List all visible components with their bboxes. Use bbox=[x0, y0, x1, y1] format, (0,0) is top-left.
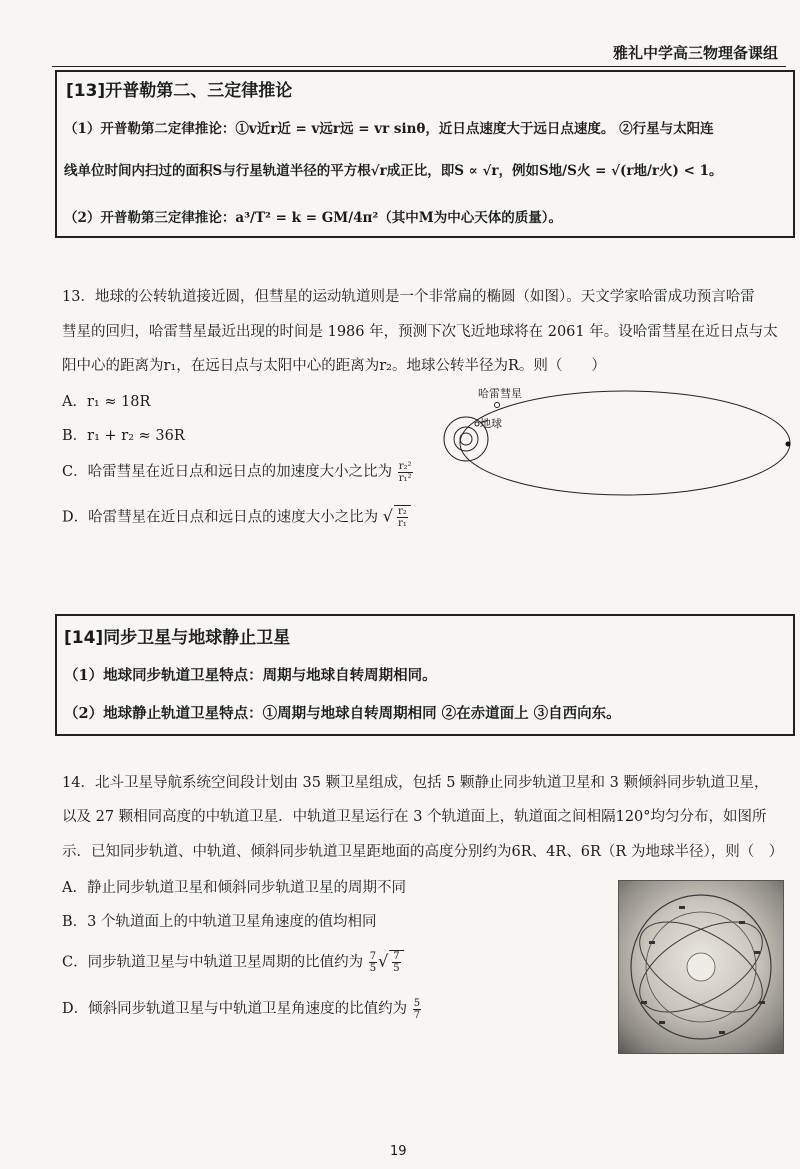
sqrt-icon: √ bbox=[378, 951, 389, 971]
q13-option-d bbox=[62, 505, 411, 529]
q13-option-b: B．r₁ + r₂ ≈ 36R bbox=[62, 428, 185, 444]
q13-stem-1: 13．地球的公转轨道接近圆，但彗星的运动轨道则是一个非常扁的椭圆（如图）。天文学家哈雷成功预言哈雷 bbox=[62, 289, 755, 305]
q14-option-d bbox=[62, 997, 422, 1021]
q14-option-c-numerator: 7 bbox=[369, 951, 377, 962]
q13-option-c-denominator: r₁² bbox=[398, 472, 412, 484]
comet-label: 哈雷彗星 bbox=[478, 387, 522, 400]
sun bbox=[460, 433, 472, 445]
q14-option-c-root-numerator: 7 bbox=[393, 951, 400, 962]
q14-option-d-numerator: 5 bbox=[413, 997, 421, 1009]
box-sync-title: [14]同步卫星与地球静止卫星 bbox=[64, 628, 291, 648]
header-divider bbox=[52, 66, 786, 67]
q13-option-c-text: C．哈雷彗星在近日点和远日点的加速度大小之比为 bbox=[62, 464, 393, 480]
box-kepler-title: [13]开普勒第二、三定律推论 bbox=[66, 81, 293, 101]
satellite-orbits-sketch bbox=[619, 881, 783, 1053]
box-kepler-line-2: 线单位时间内扫过的面积S与行星轨道半径的平方根√r成正比，即S ∝ √r，例如S地/S火 = √(r地/r火) < 1。 bbox=[64, 163, 723, 179]
sqrt-icon: √ bbox=[382, 506, 393, 526]
box-kepler-line-3: （2）开普勒第三定律推论：a³/T² = k = GM/4π²（其中M为中心天体的质量）。 bbox=[64, 210, 563, 226]
q14-option-b: B．3 个轨道面上的中轨道卫星角速度的值均相同 bbox=[62, 914, 377, 930]
earth-label: 地球 bbox=[480, 417, 502, 430]
q14-option-c-fraction bbox=[369, 951, 377, 974]
q13-option-c bbox=[62, 460, 414, 484]
q13-stem-2: 彗星的回归，哈雷彗星最近出现的时间是 1986 年，预测下次飞近地球将在 2061 年。设哈雷彗星在近日点与太 bbox=[62, 324, 778, 340]
q13-option-d-denominator: r₁ bbox=[397, 518, 407, 529]
q13-option-a: A．r₁ ≈ 18R bbox=[62, 394, 151, 410]
aphelion-point bbox=[786, 442, 791, 447]
q14-option-d-denominator: 7 bbox=[413, 1009, 421, 1021]
q14-option-c bbox=[62, 950, 404, 974]
q13-stem-3: 阳中心的距离为r₁，在远日点与太阳中心的距离为r₂。地球公转半径为R。则（ ） bbox=[62, 358, 606, 374]
q13-option-d-fraction bbox=[397, 506, 408, 529]
box-sync-line-1: （1）地球同步轨道卫星特点：周期与地球自转周期相同。 bbox=[64, 667, 437, 684]
q14-stem-2: 以及 27 颗相同高度的中轨道卫星．中轨道卫星运行在 3 个轨道面上，轨道面之间相隔120°均匀分布，如图所 bbox=[62, 809, 767, 825]
q14-option-c-root-denominator: 5 bbox=[393, 963, 400, 974]
q14-stem-1: 14．北斗卫星导航系统空间段计划由 35 颗卫星组成，包括 5 颗静止同步轨道卫星和 3 颗倾斜同步轨道卫星， bbox=[62, 775, 769, 791]
q14-option-d-fraction bbox=[413, 998, 421, 1021]
q14-option-d-text: D．倾斜同步轨道卫星与中轨道卫星角速度的比值约为 bbox=[62, 1001, 408, 1017]
page-number: 19 bbox=[390, 1144, 407, 1159]
q14-option-c-denominator: 5 bbox=[369, 963, 377, 974]
q13-option-d-text: D．哈雷彗星在近日点和远日点的速度大小之比为 bbox=[62, 509, 379, 526]
q14-stem-3: 示．已知同步轨道、中轨道、倾斜同步轨道卫星距地面的高度分别约为6R、4R、6R（R 为地球半径），则（ ） bbox=[62, 844, 784, 860]
q13-option-c-numerator: r₂² bbox=[398, 460, 412, 472]
q14-option-a: A．静止同步轨道卫星和倾斜同步轨道卫星的周期不同 bbox=[62, 880, 406, 896]
comet-marker bbox=[495, 403, 500, 408]
q13-option-d-numerator: r₂ bbox=[397, 506, 407, 517]
header-title: 雅礼中学高三物理备课组 bbox=[612, 44, 778, 62]
box-kepler-line-1: （1）开普勒第二定律推论：①v近r近 = v远r远 = vr sinθ，近日点速度大于远日点速度。 ②行星与太阳连 bbox=[64, 121, 714, 137]
q13-option-c-fraction bbox=[398, 461, 413, 484]
satellite-orbit-photo bbox=[618, 880, 784, 1054]
q14-option-c-text: C．同步轨道卫星与中轨道卫星周期的比值约为 bbox=[62, 954, 364, 971]
box-sync-line-2: （2）地球静止轨道卫星特点：①周期与地球自转周期相同 ②在赤道面上 ③自西向东。 bbox=[64, 705, 621, 722]
earth-marker bbox=[475, 422, 479, 426]
comet-orbit bbox=[460, 391, 790, 495]
q14-option-c-root-fraction bbox=[392, 951, 400, 974]
sun-ring bbox=[454, 427, 478, 451]
